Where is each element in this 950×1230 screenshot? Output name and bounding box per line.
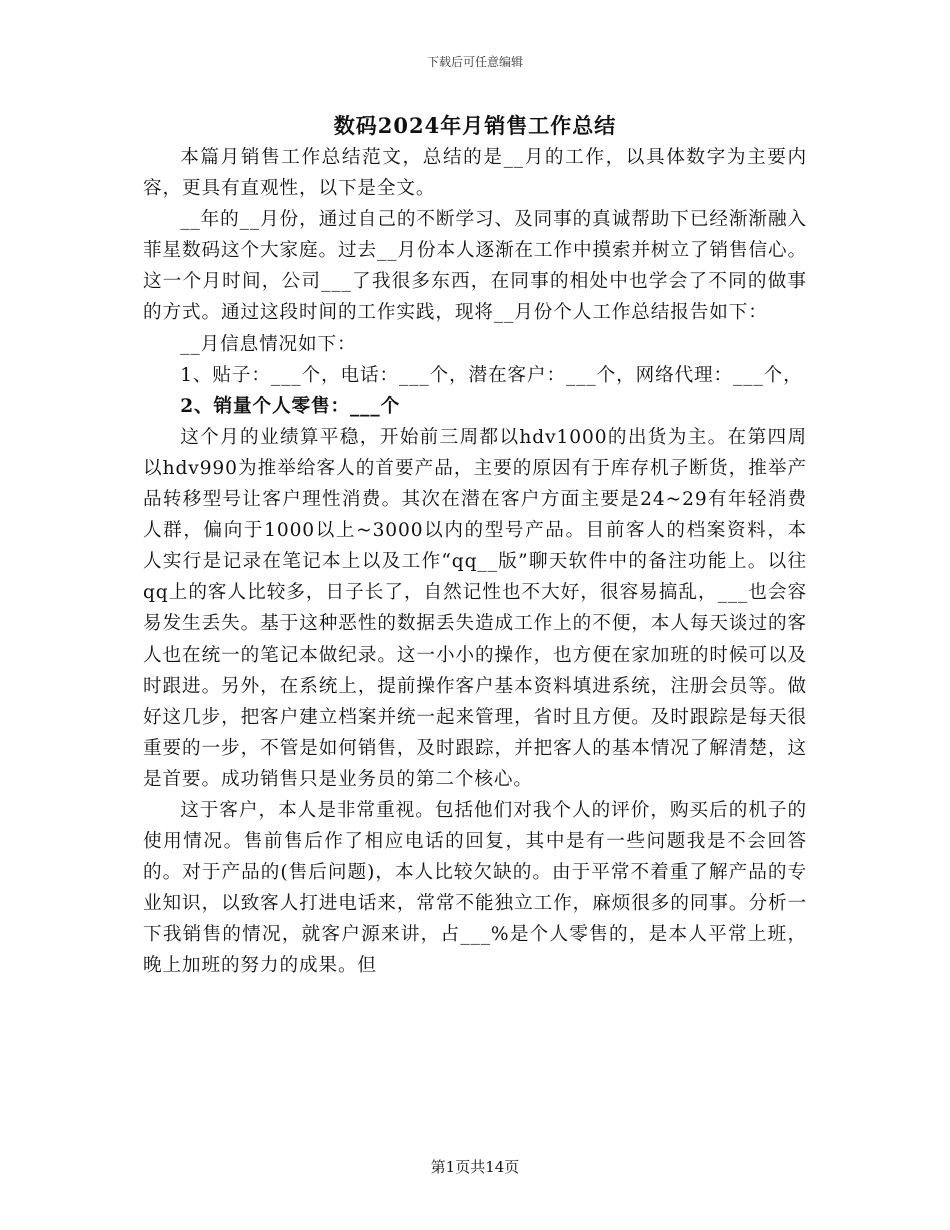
paragraph-performance: 这个月的业绩算平稳，开始前三周都以hdv1000的出货为主。在第四周以hdv990为推举给客人的首要产品，主要的原因有于库存机子断货，推举产品转移型号让客户理性消费。其次在潜在客户方面主要是24~29有年轻消费人群，偏向于1000以上~3000以内的型号产品。目前客人的档案资料，本人实行是记录在笔记本上以及工作“qq__版”聊天软件中的备注功能上。以往qq上的客人比较多，日子长了，自然记性也不大好，很容易搞乱，___也会容易发生丢失。基于这种恶性的数据丢失造成工作上的不便，本人每天谈过的客人也在统一的笔记本做纪录。这一小小的操作，也方便在家加班的时候可以及时跟进。另外，在系统上，提前操作客户基本资料填进系统，注册会员等。做好这几步，把客户建立档案并统一起来管理，省时且方便。及时跟踪是每天很重要的一步，不管是如何销售，及时跟踪，并把客人的基本情况了解清楚，这是首要。成功销售只是业务员的第二个核心。 xyxy=(143,426,807,790)
paragraph-info-list: 1、贴子：___个，电话：___个，潜在客户：___个，网络代理：___个， xyxy=(180,364,803,386)
paragraph-sales-heading: 2、销量个人零售：___个 xyxy=(180,395,401,417)
paragraph-overview: __年的__月份，通过自己的不断学习、及同事的真诚帮助下已经渐渐融入菲星数码这个大家庭。过去__月份本人逐渐在工作中摸索并树立了销售信心。这一个月时间，公司___了我很多东西，在同事的相处中也学会了不同的做事的方式。通过这段时间的工作实践，现将__月份个人工作总结报告如下： xyxy=(143,209,807,324)
document-body xyxy=(143,142,807,982)
paragraph-customers: 这于客户，本人是非常重视。包括他们对我个人的评价，购买后的机子的使用情况。售前售后作了相应电话的回复，其中是有一些问题我是不会回答的。对于产品的(售后问题)，本人比较欠缺的。由于平常不着重了解产品的专业知识，以致客人打进电话来，常常不能独立工作，麻烦很多的同事。分析一下我销售的情况，就客户源来讲，占___%是个人零售的，是本人平常上班，晚上加班的努力的成果。但 xyxy=(143,799,807,977)
header-note: 下载后可任意编辑 xyxy=(426,55,523,69)
paragraph-intro: 本篇月销售工作总结范文，总结的是__月的工作，以具体数字为主要内容，更具有直观性，以下是全文。 xyxy=(143,147,807,200)
page-footer: 第1页共14页 xyxy=(430,1158,520,1176)
document-title: 数码2024年月销售工作总结 xyxy=(333,113,617,138)
paragraph-info-heading: __月信息情况如下： xyxy=(180,333,357,355)
